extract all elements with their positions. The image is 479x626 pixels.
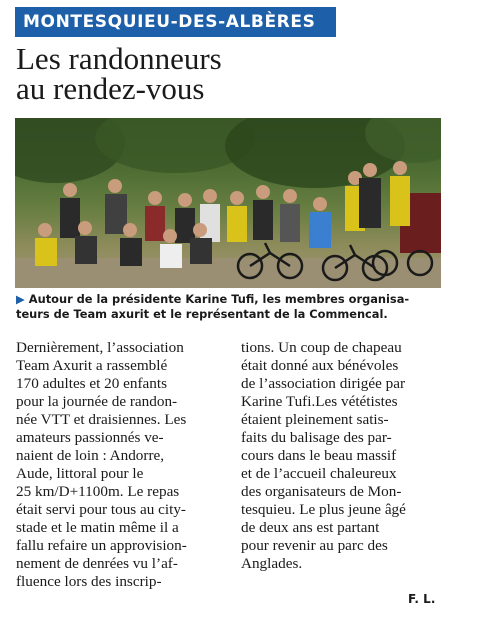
article-line: était servi pour tous au city- bbox=[16, 501, 186, 518]
article-line: 170 adultes et 20 enfants bbox=[16, 375, 167, 392]
article-line: faits du balisage des par- bbox=[241, 429, 392, 446]
headline-line-2: au rendez-vous bbox=[16, 71, 205, 106]
article-line: tions. Un coup de chapeau bbox=[241, 339, 402, 356]
article-line: des organisateurs de Mon- bbox=[241, 483, 402, 500]
article-line: étaient pleinement satis- bbox=[241, 411, 389, 428]
article-line: fallu refaire un approvision- bbox=[16, 537, 187, 554]
article-line: naient de loin : Andorre, bbox=[16, 447, 165, 464]
article-line: pour la journée de randon- bbox=[16, 393, 178, 410]
article-line: était donné aux bénévoles bbox=[241, 357, 399, 374]
caption-line-1: Autour de la présidente Karine Tufi, les membres organisa- bbox=[28, 292, 410, 306]
section-kicker: MONTESQUIEU-DES-ALBÈRES bbox=[15, 7, 336, 37]
article-column-right bbox=[241, 339, 451, 573]
article-headline bbox=[16, 41, 456, 106]
article-line: cours dans le beau massif bbox=[241, 447, 397, 464]
article-line: Karine Tufi.Les vététistes bbox=[241, 393, 398, 410]
article-line: Aude, littoral pour le bbox=[16, 465, 144, 482]
article-line: fluence lors des inscrip- bbox=[16, 573, 162, 590]
article-column-left bbox=[16, 339, 224, 591]
photo-illustration bbox=[15, 118, 441, 288]
caption-marker-icon: ▶ bbox=[16, 292, 25, 306]
author-signature: F. L. bbox=[408, 592, 436, 606]
article-line: Team Axurit a rassemblé bbox=[16, 357, 168, 374]
headline-line-1: Les randonneurs bbox=[16, 41, 222, 76]
article-line: 25 km/D+1100m. Le repas bbox=[16, 483, 180, 500]
photo-caption bbox=[16, 292, 446, 322]
article-line: nement de denrées vu l’af- bbox=[16, 555, 178, 572]
article-line: de l’association dirigée par bbox=[241, 375, 406, 392]
article-line: tesquieu. Le plus jeune âgé bbox=[241, 501, 406, 518]
article-line: née VTT et draisiennes. Les bbox=[16, 411, 187, 428]
caption-line-2: teurs de Team axurit et le représentant de la Commencal. bbox=[16, 307, 388, 321]
article-line: de deux ans est partant bbox=[241, 519, 380, 536]
group-photo bbox=[15, 118, 441, 288]
article-line: Dernièrement, l’association bbox=[16, 339, 184, 356]
article-line: et de l’accueil chaleureux bbox=[241, 465, 397, 482]
article-line: stade et le matin même il a bbox=[16, 519, 179, 536]
article-line: Anglades. bbox=[241, 555, 303, 572]
article-line: pour revenir au parc des bbox=[241, 537, 388, 554]
article-line: amateurs passionnés ve- bbox=[16, 429, 164, 446]
